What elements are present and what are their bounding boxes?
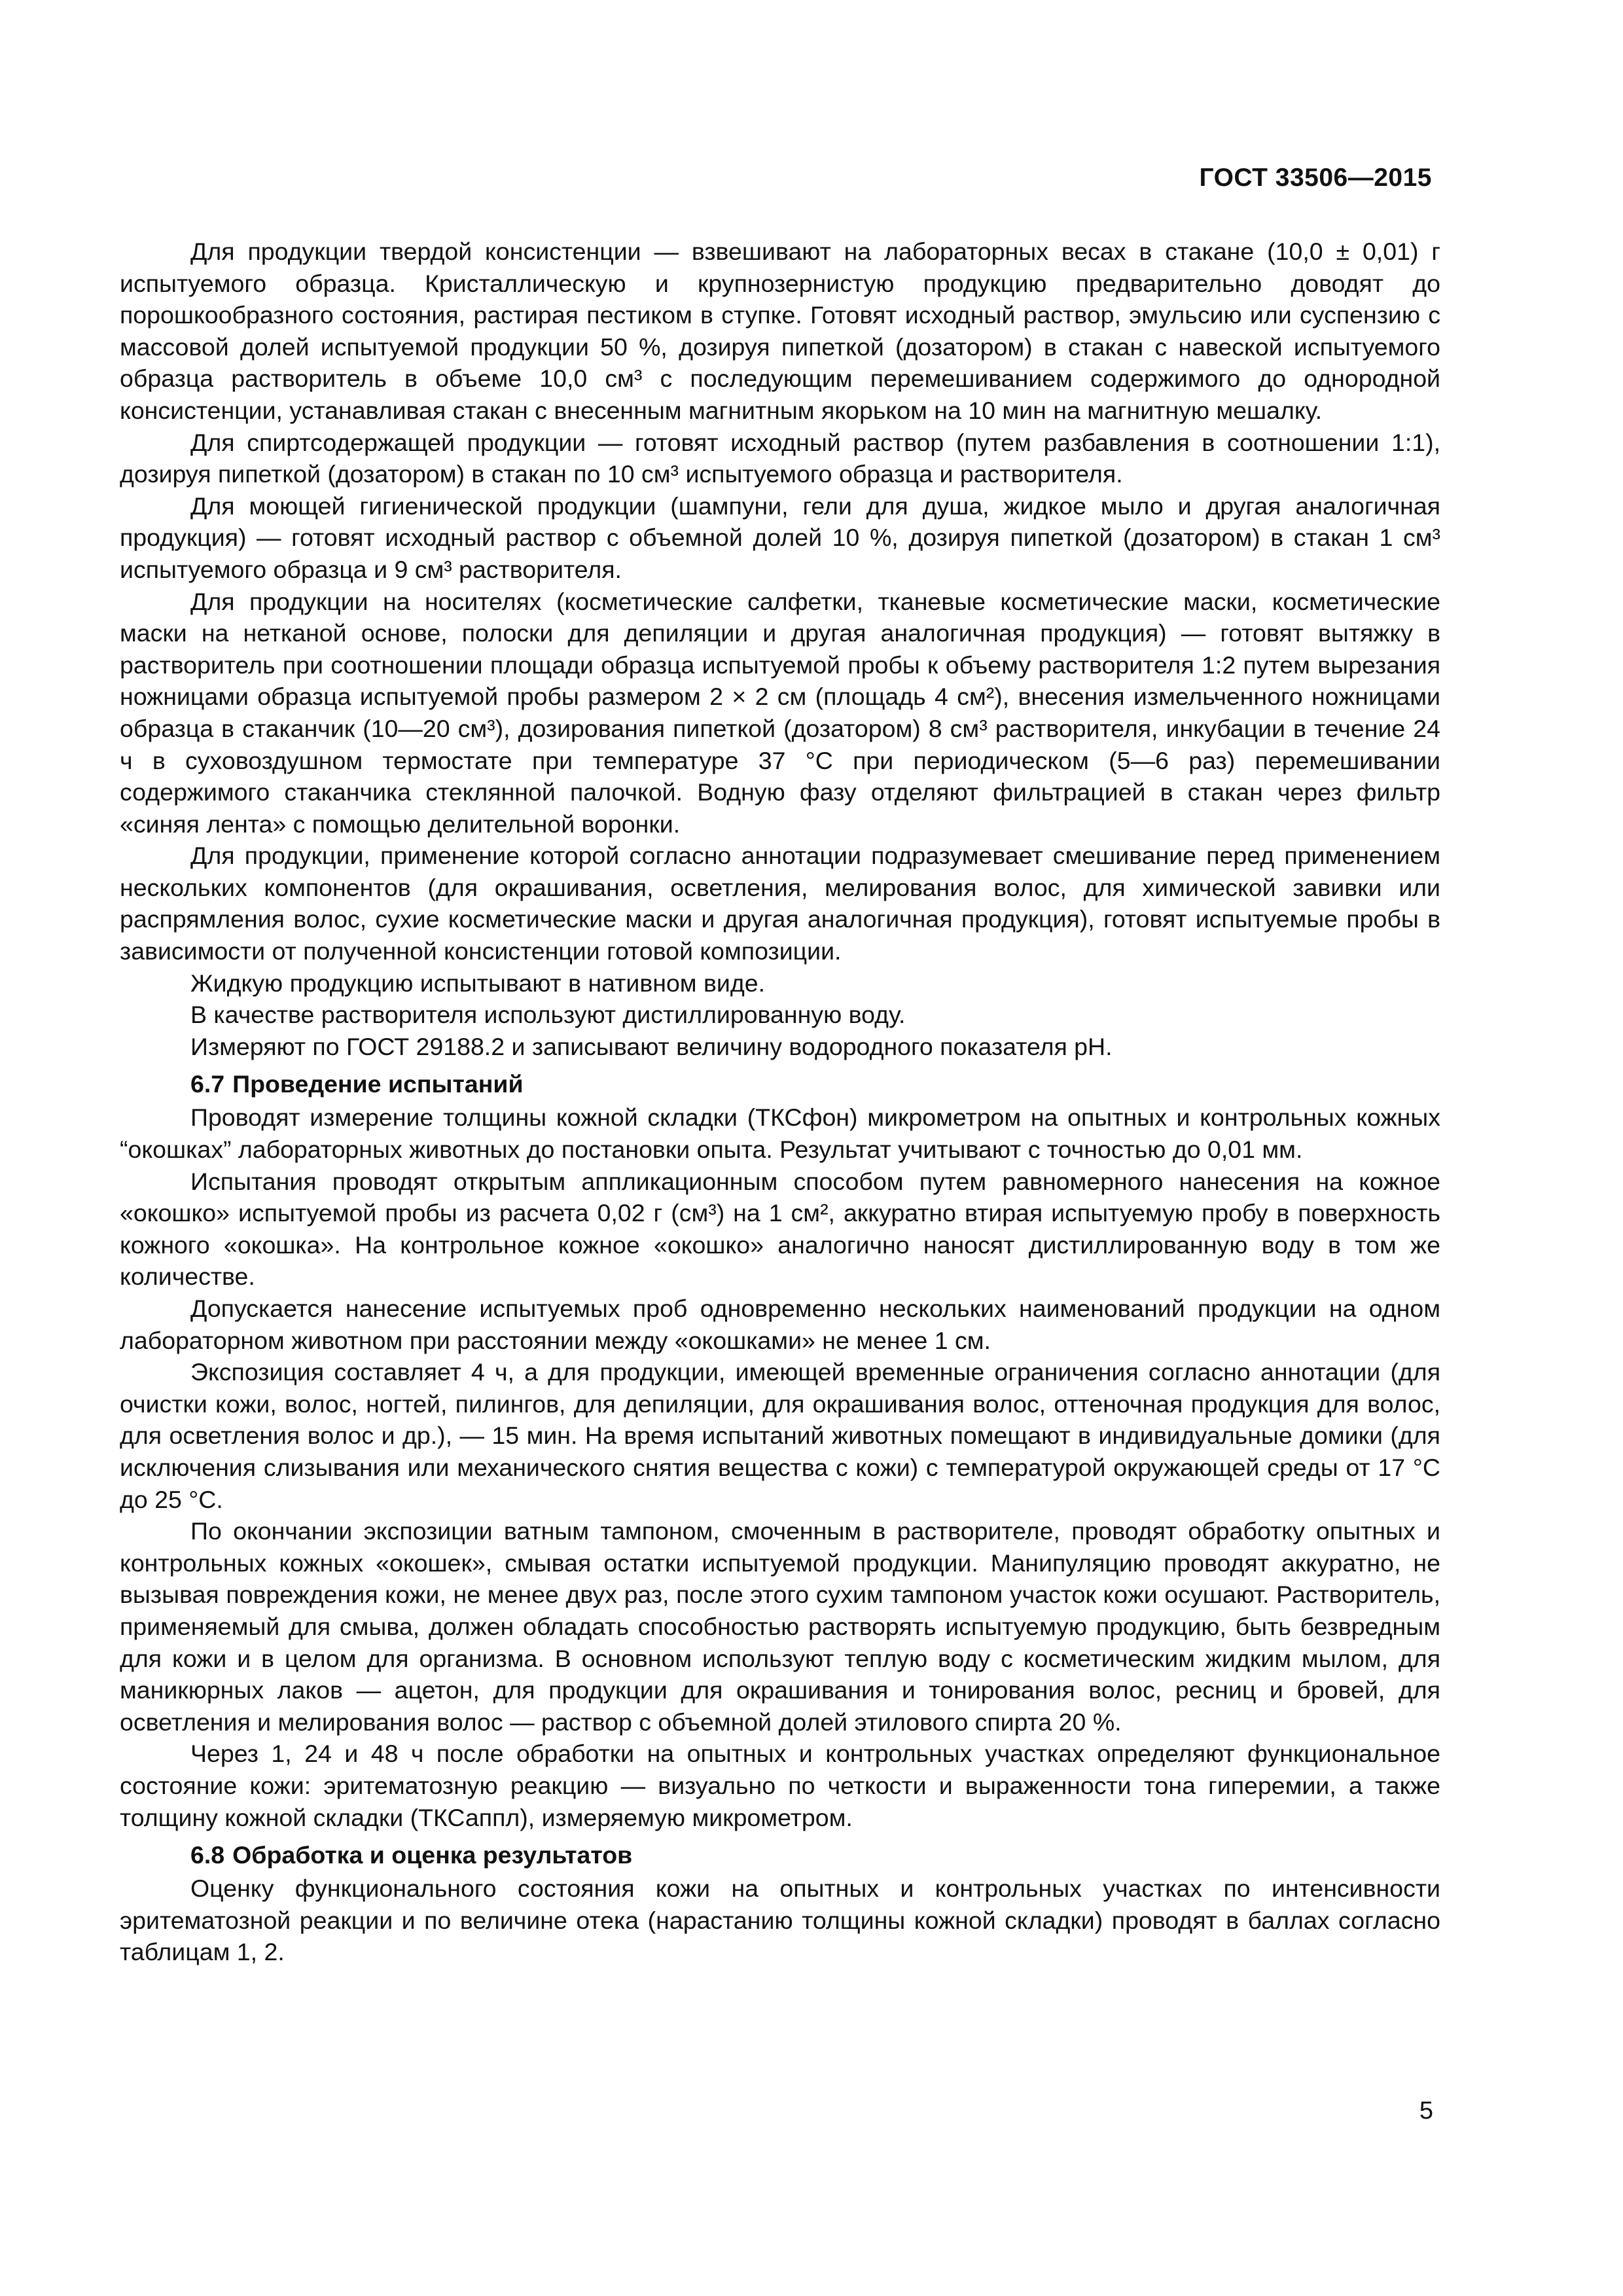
paragraph: Для продукции на носителях (косметические салфетки, тканевые косметические маски, косметические маски на нетканой основе, полоски для депиляции и другая аналогичная продукция) — готовят вытяжку в растворитель при соотношении площади образца испытуемой пробы к объему растворителя 1:2 путем вырезания ножницами образца испытуемой пробы размером 2 × 2 см (площадь 4 см²), внесения измельченного ножницами образца в стаканчик (10—20 см³), дозирования пипеткой (дозатором) 8 см³ растворителя, инкубации в течение 24 ч в суховоздушном термостате при температуре 37 °С при периодическом (5—6 раз) перемешивании содержимого стаканчика стеклянной палочкой. Водную фазу отделяют фильтрацией в стакан через фильтр «синяя лента» с помощью делительной воронки. xyxy=(120,587,1440,838)
paragraph: Для спиртсодержащей продукции — готовят исходный раствор (путем разбавления в соотношении 1:1), дозируя пипеткой (дозатором) в стакан по 10 см³ испытуемого образца и растворителя. xyxy=(120,428,1440,488)
paragraph: Для продукции, применение которой согласно аннотации подразумевает смешивание перед применением нескольких компонентов (для окрашивания, осветления, мелирования волос, для химической завивки или распрямления волос, сухие косметические маски и другая аналогичная продукция), готовят испытуемые пробы в зависимости от полученной консистенции готовой композиции. xyxy=(120,842,1440,965)
section-heading-6-7 xyxy=(120,1067,1440,1100)
document-code-header: ГОСТ 33506—2015 xyxy=(1199,164,1432,192)
paragraph: Экспозиция составляет 4 ч, а для продукции, имеющей временные ограничения согласно аннотации (для очистки кожи, волос, ногтей, пилингов, для депиляции, для окрашивания волос, оттеночная продукция для волос, для осветления волос и др.), — 15 мин. На время испытаний животных помещают в индивидуальные домики (для исключения слизывания или механического снятия вещества с кожи) с температурой окружающей среды от 17 °С до 25 °С. xyxy=(120,1358,1440,1513)
section-number: 6.7 xyxy=(190,1070,225,1098)
section-heading-6-8 xyxy=(120,1839,1440,1871)
paragraph: Допускается нанесение испытуемых проб одновременно нескольких наименований продукции на одном лабораторном животном при расстоянии между «окошками» не менее 1 см. xyxy=(120,1295,1440,1354)
paragraph: Для моющей гигиенической продукции (шампуни, гели для душа, жидкое мыло и другая аналогичная продукция) — готовят исходный раствор с объемной долей 10 %, дозируя пипеткой (дозатором) в стакан 1 см³ испытуемого образца и 9 см³ растворителя. xyxy=(120,492,1440,583)
document-body xyxy=(120,236,1440,1968)
paragraph: По окончании экспозиции ватным тампоном, смоченным в растворителе, проводят обработку опытных и контрольных кожных «окошек», смывая остатки испытуемой продукции. Манипуляцию проводят аккуратно, не вызывая повреждения кожи, не менее двух раз, после этого сухим тампоном участок кожи осушают. Растворитель, применяемый для смыва, должен обладать способностью растворять испытуемую продукцию, быть безвредным для кожи и в целом для организма. В основном используют теплую воду с косметическим жидким мылом, для маникюрных лаков — ацетон, для продукции для окрашивания и тонирования волос, ресниц и бровей, для осветления и мелирования волос — раствор с объемной долей этилового спирта 20 %. xyxy=(120,1517,1440,1736)
section-number: 6.8 xyxy=(190,1841,225,1869)
paragraph: Для продукции твердой консистенции — взвешивают на лабораторных весах в стакане (10,0 ± 0,01) г испытуемого образца. Кристаллическую и крупнозернистую продукцию предварительно доводят до порошкообразного состояния, растирая пестиком в ступке. Готовят исходный раствор, эмульсию или суспензию с массовой долей испытуемой продукции 50 %, дозируя пипеткой (дозатором) в стакан с навеской испытуемого образца растворитель в объеме 10,0 см³ с последующим перемешиванием содержимого до однородной консистенции, устанавливая стакан с внесенным магнитным якорьком на 10 мин на магнитную мешалку. xyxy=(120,238,1440,424)
page-number: 5 xyxy=(1419,2097,1433,2125)
paragraph: Испытания проводят открытым аппликационным способом путем равномерного нанесения на кожное «окошко» испытуемой пробы из расчета 0,02 г (см³) на 1 см², аккуратно втирая испытуемую пробу в поверхность кожного «окошка». На контрольное кожное «окошко» аналогично наносят дистиллированную воду в том же количестве. xyxy=(120,1167,1440,1291)
section-title: Проведение испытаний xyxy=(232,1070,524,1098)
section-title: Обработка и оценка результатов xyxy=(232,1841,633,1869)
paragraph: Проводят измерение толщины кожной складки (ТКСфон) микрометром на опытных и контрольных кожных “окошках” лабораторных животных до постановки опыта. Результат учитывают с точностью до 0,01 мм. xyxy=(120,1103,1440,1164)
paragraph: Измеряют по ГОСТ 29188.2 и записывают величину водородного показателя рН. xyxy=(190,1032,1113,1060)
paragraph: В качестве растворителя используют дистиллированную воду. xyxy=(190,1001,906,1029)
paragraph: Оценку функционального состояния кожи на опытных и контрольных участках по интенсивности эритематозной реакции и по величине отека (нарастанию толщины кожной складки) проводят в баллах согласно таблицам 1, 2. xyxy=(120,1874,1440,1966)
paragraph: Через 1, 24 и 48 ч после обработки на опытных и контрольных участках определяют функциональное состояние кожи: эритематозную реакцию — визуально по четкости и выраженности тона гиперемии, а также толщину кожной складки (ТКСаппл), измеряемую микрометром. xyxy=(120,1740,1440,1831)
paragraph: Жидкую продукцию испытывают в нативном виде. xyxy=(190,969,766,997)
